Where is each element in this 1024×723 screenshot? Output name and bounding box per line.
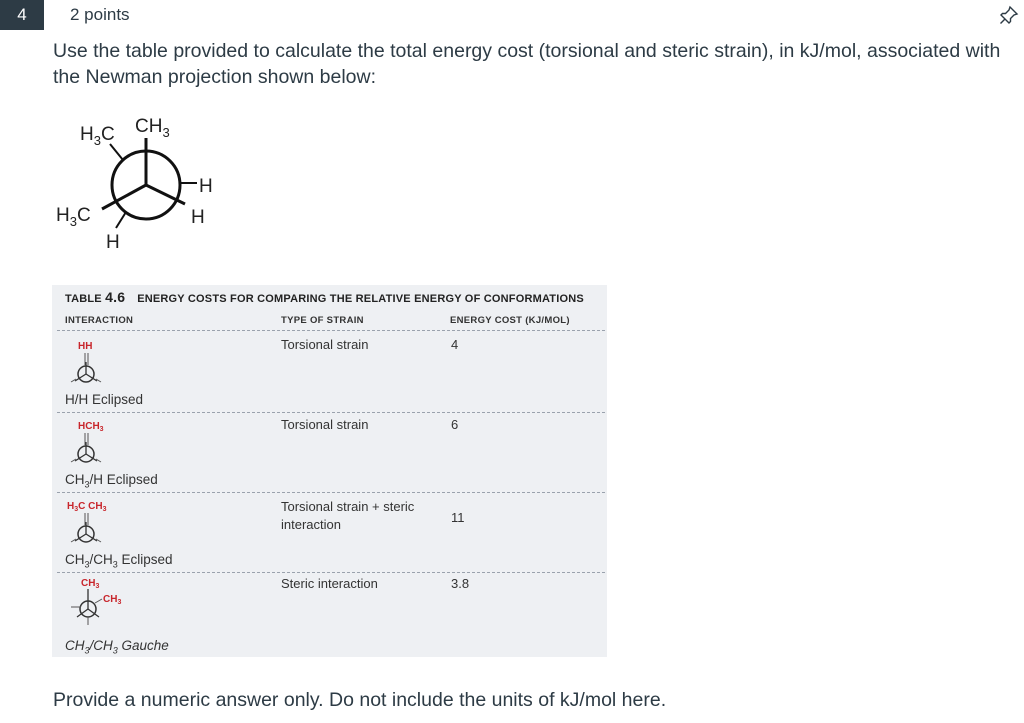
hh-cost: 4 xyxy=(451,337,459,352)
answer-instructions: Provide a numeric answer only. Do not include the units of kJ/mol here. xyxy=(53,689,667,711)
ch3-ch3-gauche-label: $CH_3/CH_3$ Gauche xyxy=(65,638,169,656)
ch3-ch3-gauche-drawing xyxy=(65,575,145,636)
ch3-ch3-eclipsed-cost: 11 xyxy=(451,510,465,525)
newman-back-topleft-label: $H_3C$ xyxy=(80,124,115,148)
ch3-ch3-gauche-cost: 3.8 xyxy=(451,576,470,591)
header-strain: TYPE OF STRAIN xyxy=(281,315,364,326)
newman-front-right-label: H xyxy=(199,176,213,197)
svg-text:CH3: $CH_3$ xyxy=(103,594,122,606)
newman-front-top-label: $CH_3$ xyxy=(135,116,170,140)
question-text: Use the table provided to calculate the total energy cost (torsional and steric strain), in kJ/mol, associated with the Newman projection shown below: xyxy=(53,40,1001,88)
newman-projection xyxy=(50,108,230,258)
ch3-ch3-eclipsed-label: $CH_3/CH_3$ Eclipsed xyxy=(65,552,173,570)
divider xyxy=(57,330,605,331)
energy-cost-table xyxy=(52,285,607,657)
divider xyxy=(57,412,605,413)
newman-back-right-label: H xyxy=(191,207,205,228)
svg-text:H3C CH3: $H_3C$ $CH_3$ xyxy=(67,501,107,513)
question-points: 2 points xyxy=(70,5,130,24)
svg-text:CH3: $CH_3$ xyxy=(81,578,100,590)
question-number: 4 xyxy=(0,0,44,30)
ch3-ch3-eclipsed-strain: Torsional strain + steric interaction xyxy=(281,499,415,532)
ch3-h-eclipsed-label: $CH_3/H$ Eclipsed xyxy=(65,472,158,490)
hh-strain: Torsional strain xyxy=(281,337,369,352)
hh-eclipsed-label: H/H Eclipsed xyxy=(65,392,144,407)
newman-back-bond-topleft xyxy=(110,144,123,160)
newman-back-bond-bottom xyxy=(116,212,126,228)
newman-front-left-label: $H_3C$ xyxy=(56,205,91,229)
pin-icon[interactable] xyxy=(998,4,1020,26)
ch3-ch3-eclipsed-drawing xyxy=(65,495,125,556)
table-title: TABLE 4.6 ENERGY COSTS FOR COMPARING THE RELATIVE ENERGY OF CONFORMATIONS xyxy=(65,289,584,305)
divider xyxy=(57,492,605,493)
ch3-ch3-gauche-strain: Steric interaction xyxy=(281,576,378,591)
newman-back-bottom-label: H xyxy=(106,232,120,253)
svg-text:HH: HH xyxy=(78,341,93,352)
divider xyxy=(57,572,605,573)
header-cost: ENERGY COST (KJ/MOL) xyxy=(450,315,570,326)
hh-eclipsed-drawing xyxy=(65,335,125,396)
svg-text:HCH3: $HCH_3$ xyxy=(78,421,104,433)
ch3-h-strain: Torsional strain xyxy=(281,417,369,432)
ch3-h-eclipsed-drawing xyxy=(65,415,125,476)
header-interaction: INTERACTION xyxy=(65,315,134,326)
ch3-h-cost: 6 xyxy=(451,417,459,432)
